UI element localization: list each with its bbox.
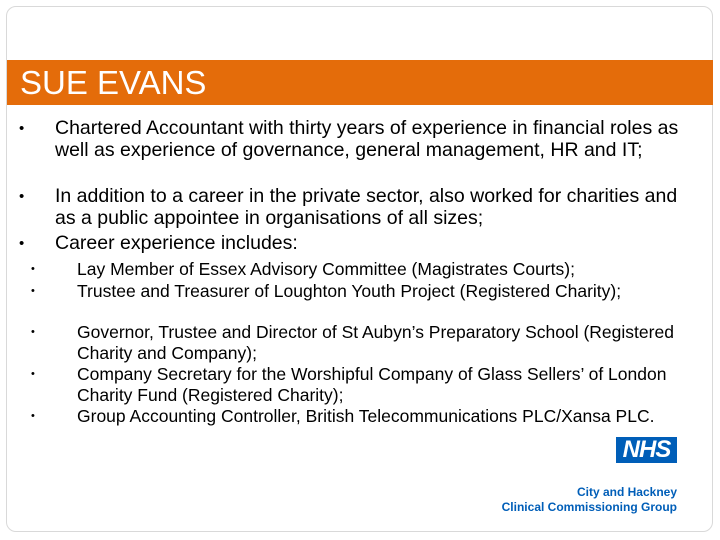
sub-bullet-marker: • (31, 410, 35, 422)
sub-bullet-marker: • (31, 285, 35, 297)
sub-bullet-text: Trustee and Treasurer of Loughton Youth Project (Registered Charity); (77, 281, 622, 301)
organisation-name-line1: City and Hackney (576, 485, 677, 499)
bullet-marker: • (19, 235, 25, 252)
sub-bullet-text: Company Secretary for the Worshipful Company of Glass Sellers’ of London Charity Fund (Registered Charity); (77, 364, 667, 405)
sub-bullet-item (31, 406, 677, 427)
sub-bullet-item (31, 322, 677, 363)
sub-bullet-marker: • (31, 326, 35, 338)
sub-bullet-item (31, 259, 677, 280)
organisation-name (502, 485, 677, 515)
bullet-item (19, 185, 695, 229)
sub-bullet-text: Governor, Trustee and Director of St Aubyn’s Preparatory School (Registered Charity and Company); (77, 322, 674, 363)
bullet-marker: • (19, 120, 25, 137)
sub-bullet-marker: • (31, 263, 35, 275)
sub-bullet-marker: • (31, 368, 35, 380)
sub-bullet-item (31, 281, 677, 302)
nhs-logo (616, 437, 677, 463)
bullet-text: Career experience includes: (55, 232, 298, 254)
bullet-marker: • (19, 188, 25, 205)
sub-bullet-item (31, 364, 677, 405)
nhs-logo-text: NHS (622, 436, 671, 463)
bullet-text: Chartered Accountant with thirty years of experience in financial roles as well as experience of governance, general management, HR and IT; (55, 117, 679, 161)
bullet-item (19, 117, 695, 161)
bullet-item (19, 232, 695, 255)
bullet-text: In addition to a career in the private sector, also worked for charities and as a public appointee in organisations of all sizes; (55, 185, 678, 229)
slide-title: SUE EVANS (20, 64, 207, 101)
sub-bullet-text: Group Accounting Controller, British Telecommunications PLC/Xansa PLC. (77, 406, 655, 426)
organisation-name-line2: Clinical Commissioning Group (501, 500, 677, 514)
sub-bullet-text: Lay Member of Essex Advisory Committee (Magistrates Courts); (77, 259, 575, 279)
